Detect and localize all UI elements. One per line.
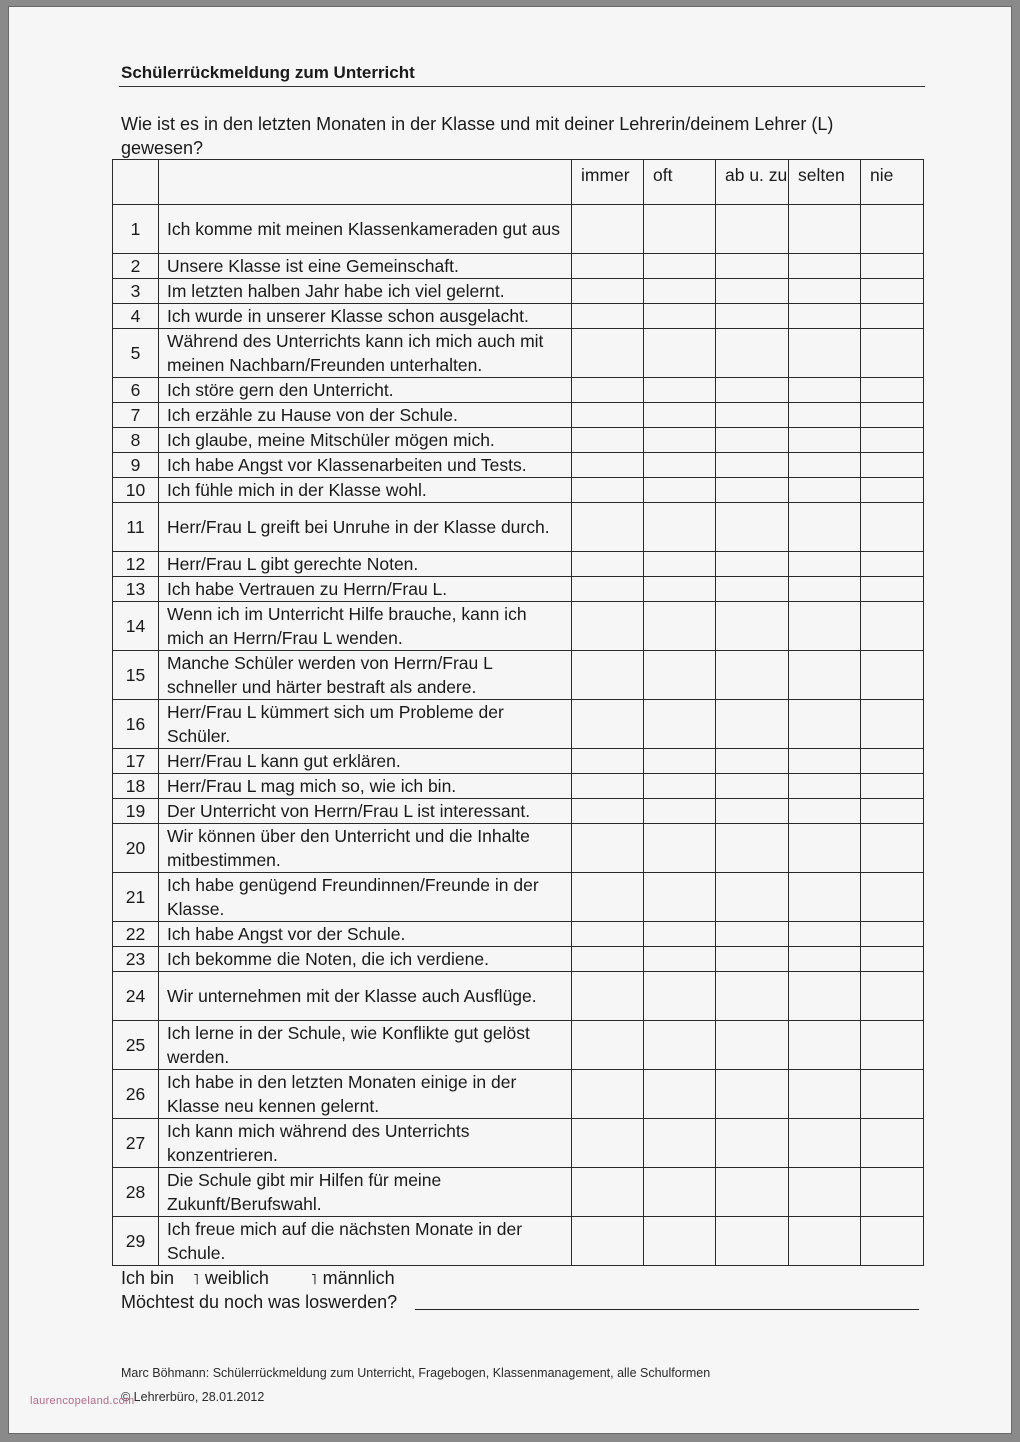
answer-cell[interactable] xyxy=(644,1021,716,1070)
answer-cell[interactable] xyxy=(789,774,861,799)
answer-cell[interactable] xyxy=(789,503,861,552)
column-header: oft xyxy=(644,160,716,205)
answer-cell[interactable] xyxy=(789,972,861,1021)
answer-cell[interactable] xyxy=(789,799,861,824)
answer-cell[interactable] xyxy=(644,378,716,403)
item-number: 16 xyxy=(113,700,159,749)
answer-cell[interactable] xyxy=(644,774,716,799)
answer-cell[interactable] xyxy=(716,922,789,947)
answer-cell[interactable] xyxy=(861,1021,924,1070)
table-row xyxy=(113,577,924,602)
answer-cell[interactable] xyxy=(716,602,789,651)
answer-cell[interactable] xyxy=(644,651,716,700)
answer-cell[interactable] xyxy=(572,700,644,749)
answer-cell[interactable] xyxy=(716,1119,789,1168)
answer-cell[interactable] xyxy=(789,254,861,279)
answer-cell[interactable] xyxy=(789,205,861,254)
item-number: 22 xyxy=(113,922,159,947)
item-number: 26 xyxy=(113,1070,159,1119)
item-statement: Ich störe gern den Unterricht. xyxy=(159,378,572,403)
table-row xyxy=(113,329,924,378)
answer-cell[interactable] xyxy=(644,503,716,552)
answer-cell[interactable] xyxy=(716,824,789,873)
table-row xyxy=(113,799,924,824)
answer-cell[interactable] xyxy=(716,774,789,799)
answer-cell[interactable] xyxy=(861,651,924,700)
header-statement-cell xyxy=(159,160,572,205)
answer-cell[interactable] xyxy=(789,947,861,972)
answer-cell[interactable] xyxy=(572,1070,644,1119)
item-statement: Ich fühle mich in der Klasse wohl. xyxy=(159,478,572,503)
answer-cell[interactable] xyxy=(572,304,644,329)
comment-answer-line[interactable] xyxy=(415,1309,919,1310)
answer-cell[interactable] xyxy=(861,279,924,304)
item-statement: Ich wurde in unserer Klasse schon ausgelacht. xyxy=(159,304,572,329)
answer-cell[interactable] xyxy=(861,602,924,651)
item-number: 10 xyxy=(113,478,159,503)
intro-question: Wie ist es in den letzten Monaten in der Klasse und mit deiner Lehrerin/deinem Lehrer (L) gewesen? xyxy=(121,114,834,158)
column-header: nie xyxy=(861,160,924,205)
item-number: 5 xyxy=(113,329,159,378)
answer-cell[interactable] xyxy=(789,922,861,947)
answer-cell[interactable] xyxy=(644,947,716,972)
item-number: 27 xyxy=(113,1119,159,1168)
answer-cell[interactable] xyxy=(644,1070,716,1119)
answer-cell[interactable] xyxy=(861,972,924,1021)
item-statement: Herr/Frau L gibt gerechte Noten. xyxy=(159,552,572,577)
answer-cell[interactable] xyxy=(789,478,861,503)
item-statement: Herr/Frau L kümmert sich um Probleme der Schüler. xyxy=(159,700,572,749)
answer-cell[interactable] xyxy=(861,552,924,577)
item-statement: Ich kann mich während des Unterrichts konzentrieren. xyxy=(159,1119,572,1168)
table-row xyxy=(113,205,924,254)
answer-cell[interactable] xyxy=(716,403,789,428)
table-row xyxy=(113,254,924,279)
column-header: ab u. zu xyxy=(716,160,789,205)
answer-cell[interactable] xyxy=(572,254,644,279)
item-number: 14 xyxy=(113,602,159,651)
table-row xyxy=(113,1217,924,1266)
option-female: weiblich xyxy=(204,1268,269,1288)
answer-cell[interactable] xyxy=(861,700,924,749)
answer-cell[interactable] xyxy=(716,1070,789,1119)
table-row xyxy=(113,602,924,651)
answer-cell[interactable] xyxy=(789,651,861,700)
answer-cell[interactable] xyxy=(861,1168,924,1217)
item-number: 1 xyxy=(113,205,159,254)
answer-cell[interactable] xyxy=(572,602,644,651)
answer-cell[interactable] xyxy=(716,1168,789,1217)
item-statement: Unsere Klasse ist eine Gemeinschaft. xyxy=(159,254,572,279)
answer-cell[interactable] xyxy=(716,279,789,304)
answer-cell[interactable] xyxy=(716,651,789,700)
answer-cell[interactable] xyxy=(572,1021,644,1070)
gender-label: Ich bin xyxy=(121,1268,175,1288)
answer-cell[interactable] xyxy=(789,1021,861,1070)
answer-cell[interactable] xyxy=(644,403,716,428)
item-number: 2 xyxy=(113,254,159,279)
answer-cell[interactable] xyxy=(789,1217,861,1266)
answer-cell[interactable] xyxy=(644,552,716,577)
answer-cell[interactable] xyxy=(861,824,924,873)
answer-cell[interactable] xyxy=(716,1217,789,1266)
table-row xyxy=(113,428,924,453)
answer-cell[interactable] xyxy=(572,972,644,1021)
answer-cell[interactable] xyxy=(861,205,924,254)
item-statement: Ich habe Vertrauen zu Herrn/Frau L. xyxy=(159,577,572,602)
answer-cell[interactable] xyxy=(861,1070,924,1119)
answer-cell[interactable] xyxy=(644,873,716,922)
item-number: 12 xyxy=(113,552,159,577)
item-number: 4 xyxy=(113,304,159,329)
answer-cell[interactable] xyxy=(644,279,716,304)
answer-cell[interactable] xyxy=(644,428,716,453)
answer-cell[interactable] xyxy=(572,1217,644,1266)
answer-cell[interactable] xyxy=(861,403,924,428)
table-row xyxy=(113,552,924,577)
item-number: 19 xyxy=(113,799,159,824)
table-row xyxy=(113,947,924,972)
page-title: Schülerrückmeldung zum Unterricht xyxy=(121,63,415,82)
answer-cell[interactable] xyxy=(572,552,644,577)
answer-cell[interactable] xyxy=(644,824,716,873)
item-statement: Ich freue mich auf die nächsten Monate in der Schule. xyxy=(159,1217,572,1266)
answer-cell[interactable] xyxy=(644,329,716,378)
option-male: männlich xyxy=(322,1268,395,1288)
answer-cell[interactable] xyxy=(789,279,861,304)
answer-cell[interactable] xyxy=(789,1119,861,1168)
answer-cell[interactable] xyxy=(572,478,644,503)
answer-cell[interactable] xyxy=(716,972,789,1021)
answer-cell[interactable] xyxy=(716,478,789,503)
item-statement: Ich habe Angst vor der Schule. xyxy=(159,922,572,947)
item-statement: Die Schule gibt mir Hilfen für meine Zukunft/Berufswahl. xyxy=(159,1168,572,1217)
item-number: 23 xyxy=(113,947,159,972)
answer-cell[interactable] xyxy=(716,873,789,922)
answer-cell[interactable] xyxy=(861,577,924,602)
answer-cell[interactable] xyxy=(572,1168,644,1217)
answer-cell[interactable] xyxy=(789,378,861,403)
answer-cell[interactable] xyxy=(789,873,861,922)
answer-cell[interactable] xyxy=(572,749,644,774)
answer-cell[interactable] xyxy=(716,329,789,378)
column-header: immer xyxy=(572,160,644,205)
answer-cell[interactable] xyxy=(572,329,644,378)
answer-cell[interactable] xyxy=(861,799,924,824)
item-number: 17 xyxy=(113,749,159,774)
table-row xyxy=(113,972,924,1021)
table-row xyxy=(113,453,924,478)
answer-cell[interactable] xyxy=(789,552,861,577)
answer-cell[interactable] xyxy=(572,947,644,972)
item-statement: Ich erzähle zu Hause von der Schule. xyxy=(159,403,572,428)
answer-cell[interactable] xyxy=(716,304,789,329)
answer-cell[interactable] xyxy=(789,428,861,453)
answer-cell[interactable] xyxy=(861,304,924,329)
answer-cell[interactable] xyxy=(716,453,789,478)
answer-cell[interactable] xyxy=(716,378,789,403)
answer-cell[interactable] xyxy=(644,478,716,503)
table-row xyxy=(113,1119,924,1168)
item-statement: Ich bekomme die Noten, die ich verdiene. xyxy=(159,947,572,972)
item-statement: Im letzten halben Jahr habe ich viel gelernt. xyxy=(159,279,572,304)
answer-cell[interactable] xyxy=(644,304,716,329)
answer-cell[interactable] xyxy=(644,700,716,749)
table-row xyxy=(113,1168,924,1217)
answer-cell[interactable] xyxy=(716,577,789,602)
item-statement: Der Unterricht von Herrn/Frau L ist interessant. xyxy=(159,799,572,824)
answer-cell[interactable] xyxy=(572,453,644,478)
item-statement: Manche Schüler werden von Herrn/Frau L schneller und härter bestraft als andere. xyxy=(159,651,572,700)
answer-cell[interactable] xyxy=(644,922,716,947)
watermark: laurencopeland.com xyxy=(30,1395,135,1407)
answer-cell[interactable] xyxy=(861,947,924,972)
table-row xyxy=(113,651,924,700)
table-row xyxy=(113,304,924,329)
answer-cell[interactable] xyxy=(644,453,716,478)
answer-cell[interactable] xyxy=(716,700,789,749)
answer-cell[interactable] xyxy=(572,428,644,453)
item-statement: Ich lerne in der Schule, wie Konflikte gut gelöst werden. xyxy=(159,1021,572,1070)
answer-cell[interactable] xyxy=(572,1119,644,1168)
answer-cell[interactable] xyxy=(861,1119,924,1168)
title-divider xyxy=(119,86,925,87)
table-row xyxy=(113,1021,924,1070)
answer-cell[interactable] xyxy=(572,577,644,602)
answer-cell[interactable] xyxy=(861,503,924,552)
answer-cell[interactable] xyxy=(572,205,644,254)
answer-cell[interactable] xyxy=(861,378,924,403)
footer-copyright: © Lehrerbüro, 28.01.2012 xyxy=(121,1390,265,1404)
item-statement: Herr/Frau L kann gut erklären. xyxy=(159,749,572,774)
answer-cell[interactable] xyxy=(644,254,716,279)
answer-cell[interactable] xyxy=(716,947,789,972)
item-number: 11 xyxy=(113,503,159,552)
answer-cell[interactable] xyxy=(861,873,924,922)
item-number: 9 xyxy=(113,453,159,478)
table-row xyxy=(113,774,924,799)
answer-cell[interactable] xyxy=(861,478,924,503)
item-number: 7 xyxy=(113,403,159,428)
answer-cell[interactable] xyxy=(644,602,716,651)
item-statement: Ich komme mit meinen Klassenkameraden gut aus xyxy=(159,205,572,254)
answer-cell[interactable] xyxy=(716,428,789,453)
answer-cell[interactable] xyxy=(572,503,644,552)
answer-cell[interactable] xyxy=(861,453,924,478)
answer-cell[interactable] xyxy=(861,774,924,799)
table-row xyxy=(113,700,924,749)
answer-cell[interactable] xyxy=(644,577,716,602)
answer-cell[interactable] xyxy=(644,749,716,774)
item-statement: Ich habe Angst vor Klassenarbeiten und Tests. xyxy=(159,453,572,478)
item-statement: Ich habe genügend Freundinnen/Freunde in der Klasse. xyxy=(159,873,572,922)
answer-cell[interactable] xyxy=(789,1070,861,1119)
answer-cell[interactable] xyxy=(789,304,861,329)
table-row xyxy=(113,824,924,873)
questionnaire-table xyxy=(112,159,924,1266)
answer-cell[interactable] xyxy=(644,1217,716,1266)
item-number: 29 xyxy=(113,1217,159,1266)
item-statement: Herr/Frau L greift bei Unruhe in der Klasse durch. xyxy=(159,503,572,552)
header-number-cell xyxy=(113,160,159,205)
answer-cell[interactable] xyxy=(789,329,861,378)
item-number: 8 xyxy=(113,428,159,453)
item-number: 15 xyxy=(113,651,159,700)
item-statement: Wir können über den Unterricht und die Inhalte mitbestimmen. xyxy=(159,824,572,873)
item-statement: Wenn ich im Unterricht Hilfe brauche, kann ich mich an Herrn/Frau L wenden. xyxy=(159,602,572,651)
answer-cell[interactable] xyxy=(572,922,644,947)
item-number: 6 xyxy=(113,378,159,403)
answer-cell[interactable] xyxy=(789,1168,861,1217)
item-number: 28 xyxy=(113,1168,159,1217)
answer-cell[interactable] xyxy=(861,428,924,453)
answer-cell[interactable] xyxy=(572,774,644,799)
item-statement: Während des Unterrichts kann ich mich auch mit meinen Nachbarn/Freunden unterhalten. xyxy=(159,329,572,378)
answer-cell[interactable] xyxy=(716,205,789,254)
answer-cell[interactable] xyxy=(644,205,716,254)
header-row xyxy=(113,160,924,205)
table-row xyxy=(113,378,924,403)
table-row xyxy=(113,749,924,774)
item-number: 21 xyxy=(113,873,159,922)
answer-cell[interactable] xyxy=(789,577,861,602)
item-statement: Herr/Frau L mag mich so, wie ich bin. xyxy=(159,774,572,799)
item-number: 3 xyxy=(113,279,159,304)
item-statement: Ich glaube, meine Mitschüler mögen mich. xyxy=(159,428,572,453)
answer-cell[interactable] xyxy=(716,254,789,279)
table-row xyxy=(113,922,924,947)
answer-cell[interactable] xyxy=(861,749,924,774)
answer-cell[interactable] xyxy=(789,453,861,478)
comment-prompt: Möchtest du noch was loswerden? xyxy=(121,1292,398,1312)
answer-cell[interactable] xyxy=(861,329,924,378)
answer-cell[interactable] xyxy=(789,749,861,774)
answer-cell[interactable] xyxy=(644,1119,716,1168)
answer-cell[interactable] xyxy=(861,254,924,279)
checkbox-icon[interactable]: ˥ xyxy=(310,1271,317,1288)
item-statement: Wir unternehmen mit der Klasse auch Ausflüge. xyxy=(159,972,572,1021)
answer-cell[interactable] xyxy=(789,602,861,651)
answer-cell[interactable] xyxy=(789,403,861,428)
answer-cell[interactable] xyxy=(572,824,644,873)
table-row xyxy=(113,873,924,922)
answer-cell[interactable] xyxy=(861,1217,924,1266)
answer-cell[interactable] xyxy=(716,749,789,774)
answer-cell[interactable] xyxy=(716,503,789,552)
footer-author: Marc Böhmann: Schülerrückmeldung zum Unterricht, Fragebogen, Klassenmanagement, alle Schulformen xyxy=(121,1366,711,1380)
table-row xyxy=(113,279,924,304)
answer-cell[interactable] xyxy=(716,1021,789,1070)
item-statement: Ich habe in den letzten Monaten einige in der Klasse neu kennen gelernt. xyxy=(159,1070,572,1119)
item-number: 13 xyxy=(113,577,159,602)
answer-cell[interactable] xyxy=(572,873,644,922)
table-row xyxy=(113,503,924,552)
answer-cell[interactable] xyxy=(644,799,716,824)
table-row xyxy=(113,403,924,428)
answer-cell[interactable] xyxy=(644,1168,716,1217)
answer-cell[interactable] xyxy=(861,922,924,947)
table-row xyxy=(113,478,924,503)
table-row xyxy=(113,1070,924,1119)
checkbox-icon[interactable]: ˥ xyxy=(193,1271,199,1288)
answer-cell[interactable] xyxy=(789,700,861,749)
answer-cell[interactable] xyxy=(572,403,644,428)
item-number: 18 xyxy=(113,774,159,799)
item-number: 24 xyxy=(113,972,159,1021)
answer-cell[interactable] xyxy=(572,799,644,824)
item-number: 20 xyxy=(113,824,159,873)
answer-cell[interactable] xyxy=(644,972,716,1021)
answer-cell[interactable] xyxy=(789,824,861,873)
answer-cell[interactable] xyxy=(572,279,644,304)
answer-cell[interactable] xyxy=(716,552,789,577)
item-number: 25 xyxy=(113,1021,159,1070)
gender-selection xyxy=(121,1266,395,1292)
answer-cell[interactable] xyxy=(716,799,789,824)
answer-cell[interactable] xyxy=(572,651,644,700)
answer-cell[interactable] xyxy=(572,378,644,403)
column-header: selten xyxy=(789,160,861,205)
